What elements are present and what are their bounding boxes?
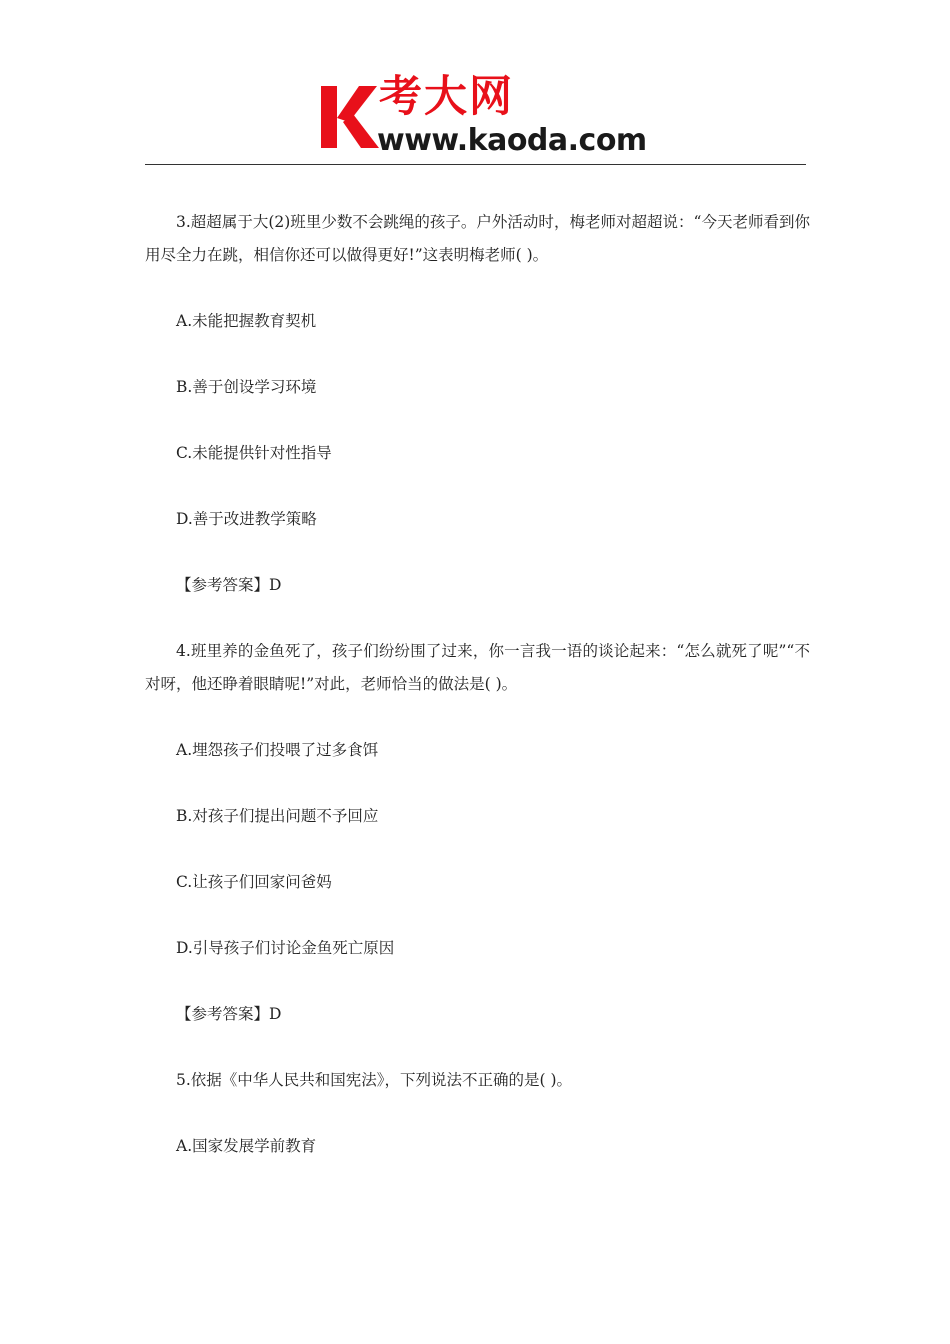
logo-title: 考大网 [379, 72, 514, 122]
question-5-stem: 5.依据《中华人民共和国宪法》，下列说法不正确的是( )。 [176, 1071, 573, 1089]
logo-url: www.kaoda.com [377, 123, 647, 158]
question-3-option-a: A.未能把握教育契机 [176, 312, 317, 330]
question-3-stem: 3.超超属于大(2)班里少数不会跳绳的孩子。户外活动时，梅老师对超超说：“今天老师看到你用尽全力在跳，相信你还可以做得更好!”这表明梅老师( )。 [145, 213, 810, 264]
question-3-option-b: B.善于创设学习环境 [176, 378, 317, 396]
question-4-stem: 4.班里养的金鱼死了，孩子们纷纷围了过来，你一言我一语的谈论起来：“怎么就死了呢”“不对呀，他还睁着眼睛呢!”对此，老师恰当的做法是( )。 [145, 642, 810, 693]
page-header [145, 0, 806, 166]
kaoda-logo[interactable] [319, 72, 649, 166]
question-4-option-d: D.引导孩子们讨论金鱼死亡原因 [176, 939, 395, 957]
question-3-option-c: C.未能提供针对性指导 [176, 444, 332, 462]
question-5-option-a: A.国家发展学前教育 [176, 1137, 317, 1155]
header-divider [145, 164, 806, 165]
question-4-option-b: B.对孩子们提出问题不予回应 [176, 807, 379, 825]
question-4-option-c: C.让孩子们回家问爸妈 [176, 873, 332, 891]
question-3-option-d: D.善于改进教学策略 [176, 510, 317, 528]
question-3-answer: 【参考答案】D [176, 576, 282, 594]
question-4-option-a: A.埋怨孩子们投喂了过多食饵 [176, 741, 379, 759]
document-body [145, 206, 810, 1163]
question-4-answer: 【参考答案】D [176, 1005, 282, 1023]
k-logo-icon [319, 82, 381, 152]
